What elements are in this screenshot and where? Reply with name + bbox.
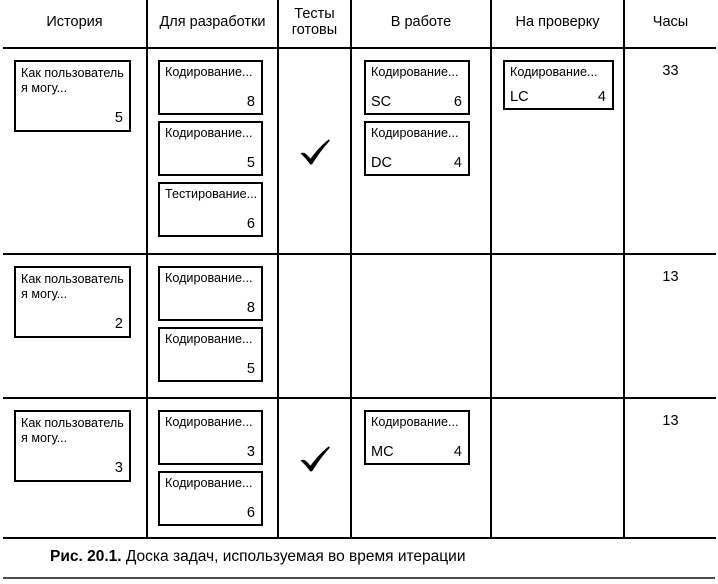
task-card[interactable] [158,327,263,382]
board-row [3,254,716,398]
task-card-title: Кодирование... [165,415,253,429]
hours-cell [624,48,716,254]
task-card-owner: DC [371,155,392,172]
task-card-title: Кодирование... [371,65,459,79]
in-progress-cell [351,48,491,254]
page-bottom-rule [3,577,715,579]
column-header-hours-label: Часы [652,13,689,30]
column-header-tests-ready [278,0,351,48]
board-header-row [3,0,716,48]
story-cell [3,48,147,254]
task-card-points: 6 [246,216,255,233]
hours-value: 13 [662,413,679,429]
to-verify-cell [491,398,624,538]
task-card-title: Кодирование... [165,65,253,79]
column-header-story-label: История [46,13,103,30]
figure-label: Рис. 20.1. [50,548,122,565]
task-card[interactable] [503,60,614,110]
task-card-points: 6 [453,94,462,111]
task-card-title: Кодирование... [371,415,459,429]
hours-value: 33 [662,63,679,79]
task-card-points: 8 [246,300,255,317]
column-header-to-verify-label: На проверку [515,13,600,30]
story-card-points: 3 [114,460,123,477]
todo-cell [147,254,278,398]
to-verify-cell [491,254,624,398]
story-card-points: 5 [114,110,123,127]
story-cell [3,254,147,398]
task-card[interactable] [158,410,263,465]
task-card-points: 6 [246,505,255,522]
story-cell [3,398,147,538]
task-card-points: 5 [246,155,255,172]
figure-caption [50,548,690,567]
todo-cell [147,48,278,254]
task-card-title: Кодирование... [165,476,253,490]
hours-value: 13 [662,269,679,285]
task-card[interactable] [158,121,263,176]
in-progress-cell [351,254,491,398]
story-card-title: Как пользователь я могу... [21,272,124,302]
hours-cell [624,398,716,538]
task-card-title: Кодирование... [165,271,253,285]
story-card-title: Как пользователь я могу... [21,66,124,96]
task-card-points: 4 [453,155,462,172]
task-board [3,0,716,539]
task-card-points: 8 [246,94,255,111]
task-card-owner: SC [371,94,392,111]
task-card[interactable] [158,471,263,526]
in-progress-cell [351,398,491,538]
hours-cell [624,254,716,398]
story-card[interactable] [14,266,131,338]
column-header-tests-ready-line2: готовы [291,22,338,38]
task-card[interactable] [364,410,470,465]
column-header-to-verify [491,0,624,48]
task-card-title: Кодирование... [165,332,253,346]
task-card-points: 5 [246,361,255,378]
task-card-points: 3 [246,444,255,461]
story-card[interactable] [14,410,131,482]
task-card-points: 4 [453,444,462,461]
task-card[interactable] [158,182,263,237]
task-card-owner: LC [510,89,529,106]
todo-cell [147,398,278,538]
check-icon [298,444,332,474]
tests-ready-cell [278,48,351,254]
to-verify-cell [491,48,624,254]
story-card[interactable] [14,60,131,132]
story-card-points: 2 [114,316,123,333]
task-card-title: Тестирование... [165,187,258,201]
tests-ready-cell [278,254,351,398]
check-icon [298,137,332,167]
task-card[interactable] [364,121,470,176]
task-card-points: 4 [597,89,606,106]
column-header-in-progress-label: В работе [390,13,452,30]
task-card[interactable] [158,60,263,115]
column-header-hours [624,0,716,48]
story-card-title: Как пользователь я могу... [21,416,124,446]
board-row [3,398,716,538]
task-card-title: Кодирование... [510,65,598,79]
board-row [3,48,716,254]
column-header-in-progress [351,0,491,48]
column-header-todo [147,0,278,48]
task-card-title: Кодирование... [165,126,253,140]
task-card-owner: MC [371,444,394,461]
tests-ready-cell [278,398,351,538]
figure-caption-text: Доска задач, используемая во время итерации [125,548,466,565]
column-header-tests-ready-line1: Тесты [294,5,335,22]
board-body [3,48,716,538]
column-header-story [3,0,147,48]
task-card[interactable] [364,60,470,115]
task-card[interactable] [158,266,263,321]
task-card-title: Кодирование... [371,126,459,140]
column-header-todo-label: Для разработки [159,13,266,30]
